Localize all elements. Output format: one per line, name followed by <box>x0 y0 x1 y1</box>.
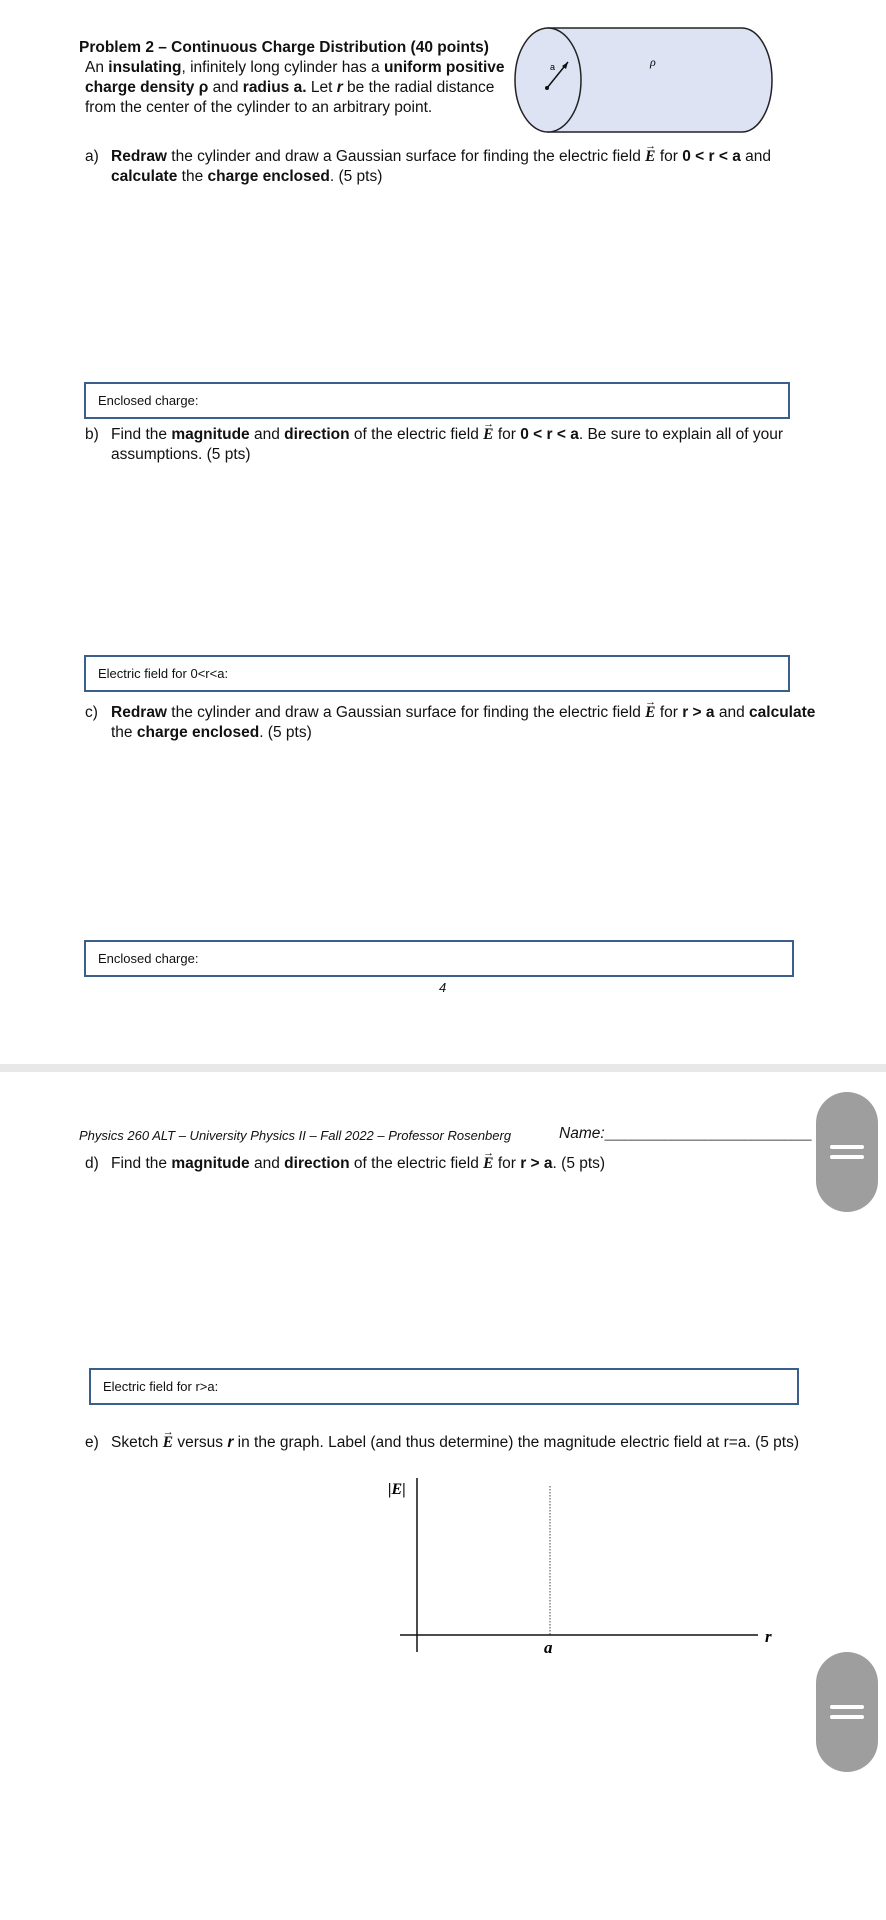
a-tick-label: a <box>544 1638 553 1657</box>
part-e-text: Sketch → E versus r in the graph. Label (and thus determine) the magnitude electric field at r=a. (5 pts) <box>111 1433 831 1453</box>
part-d-label: d) <box>85 1155 99 1172</box>
grip-line-icon <box>830 1155 864 1159</box>
y-axis-label: |E| <box>388 1481 406 1498</box>
electric-field-box-b[interactable] <box>84 655 790 692</box>
grip-line-icon <box>830 1715 864 1719</box>
scroll-handle-bottom[interactable] <box>816 1652 878 1772</box>
part-d-text: Find the magnitude and direction of the electric field → E for r > a. (5 pts) <box>111 1154 811 1174</box>
grip-line-icon <box>830 1145 864 1149</box>
grip-line-icon <box>830 1705 864 1709</box>
part-b-text: Find the magnitude and direction of the electric field → E for 0 < r < a. Be sure to explain all of your assumptions. (5 pts) <box>111 425 811 465</box>
enclosed-charge-label: Enclosed charge: <box>98 393 199 408</box>
cylinder-figure <box>510 24 780 140</box>
rho-label: ρ <box>650 55 656 69</box>
electric-field-box-d[interactable] <box>89 1368 799 1405</box>
part-a-label: a) <box>85 148 99 165</box>
course-header: Physics 260 ALT – University Physics II – Fall 2022 – Professor Rosenberg <box>79 1128 512 1143</box>
name-label: Name: <box>559 1125 605 1142</box>
sketch-graph[interactable] <box>380 1470 800 1670</box>
part-e-label: e) <box>85 1434 99 1451</box>
radius-label: a <box>550 62 556 72</box>
part-a-text: Redraw the cylinder and draw a Gaussian surface for finding the electric field → E for 0 < r < a and calculate the charge enclosed. (5 pts) <box>111 147 811 187</box>
electric-field-label: Electric field for 0<r<a: <box>98 666 229 681</box>
problem-intro: An insulating, infinitely long cylinder has a uniform positive charge density ρ and radius a. Let r be the radial distance from the center of the cylinder to an arbitrary point. <box>85 59 505 116</box>
enclosed-charge-box-c[interactable] <box>84 940 794 977</box>
name-field[interactable] <box>559 1124 812 1144</box>
part-c-label: c) <box>85 704 98 721</box>
part-b-label: b) <box>85 426 99 443</box>
scroll-handle-top[interactable] <box>816 1092 878 1212</box>
enclosed-charge-label: Enclosed charge: <box>98 951 199 966</box>
electric-field-label: Electric field for r>a: <box>103 1379 219 1394</box>
part-c-text: Redraw the cylinder and draw a Gaussian surface for finding the electric field → E for r > a and calculate the charge enclosed. (5 pts) <box>111 703 816 743</box>
name-line: _______________________________ <box>604 1127 812 1141</box>
problem-title: Problem 2 – Continuous Charge Distribution (40 points) <box>79 39 489 56</box>
x-axis-label: r <box>765 1627 772 1646</box>
page-number: 4 <box>439 980 447 995</box>
enclosed-charge-box-a[interactable] <box>84 382 790 419</box>
page-separator <box>0 1064 886 1072</box>
